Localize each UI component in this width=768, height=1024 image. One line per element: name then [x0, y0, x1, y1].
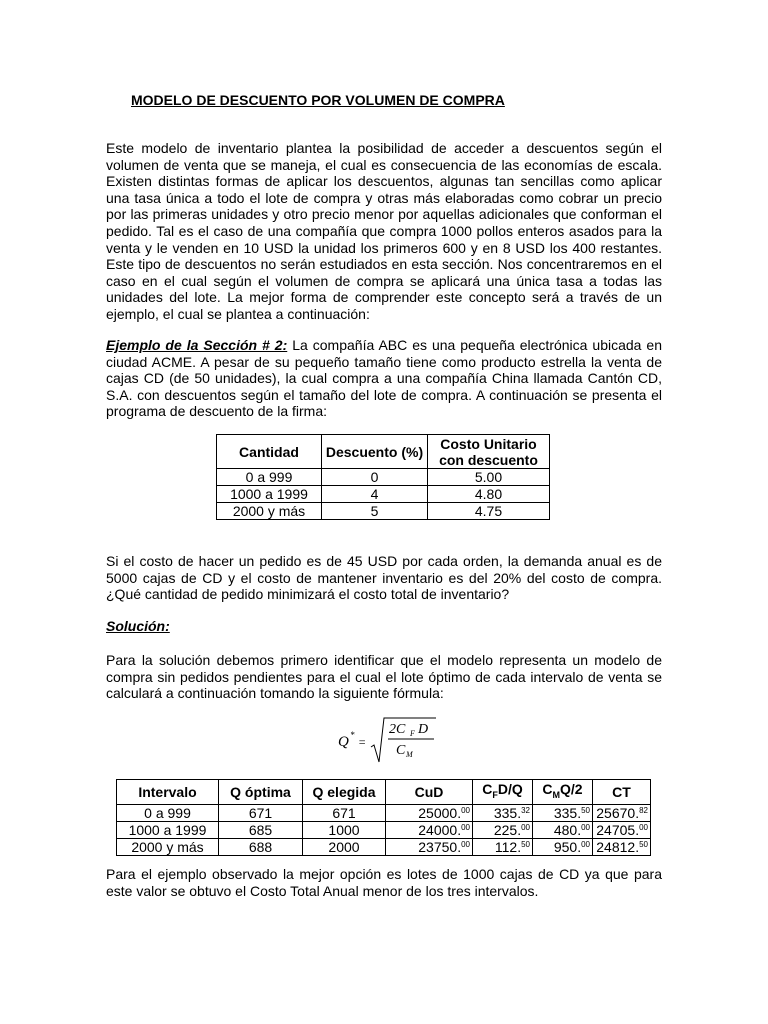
- formula-denominator: C: [396, 743, 406, 758]
- col-header-ct: CT: [593, 780, 651, 805]
- table-cell: 4.75: [428, 503, 550, 520]
- results-table: [116, 779, 651, 856]
- formula-star: *: [350, 730, 355, 740]
- table-cell: 5: [322, 503, 428, 520]
- cell-dec: 00: [461, 805, 470, 815]
- discount-table-header: [217, 435, 550, 469]
- cell-int: 335.: [493, 804, 522, 821]
- example-paragraph: [106, 337, 662, 420]
- table-row: [117, 821, 651, 838]
- col-header-descuento: Descuento (%): [322, 435, 428, 469]
- cell-int: 335.: [553, 804, 582, 821]
- table-cell: 4: [322, 486, 428, 503]
- cell-int: 25670.: [596, 804, 640, 821]
- col-header-cfdq: [473, 780, 533, 805]
- formula-numerator: 2C: [389, 722, 406, 737]
- table-row: [117, 838, 651, 855]
- table-cell: [593, 821, 651, 838]
- table-cell: 685: [219, 821, 303, 838]
- table-cell: [593, 838, 651, 855]
- table-cell: 4.80: [428, 486, 550, 503]
- conclusion-paragraph: Para el ejemplo observado la mejor opción es lotes de 1000 cajas de CD ya que para este valor se obtuvo el Costo Total Anual menor de los tres intervalos.: [106, 866, 662, 899]
- cell-dec: 00: [581, 822, 590, 832]
- table-cell: 5.00: [428, 469, 550, 486]
- table-cell: 688: [219, 838, 303, 855]
- intro-paragraph: Este modelo de inventario plantea la posibilidad de acceder a descuentos según el volumen de venta que se maneja, el cual es consecuencia de las economías de escala. Existen distintas formas de aplicar los descuentos, algunas tan sencillas como aplicar una tasa única a todo el lote de compra y otras más elaboradas como cobrar un precio por las primeras unidades y otro precio menor por aquellas adicionales que conforman el pedido. Tal es el caso de una compañía que compra 1000 pollos enteros asados para la venta y le venden en 10 USD la unidad los primeros 600 y en 8 USD los 400 restantes. Este tipo de descuentos no serán estudiados en esta sección. Nos concentraremos en el caso en el cual según el volumen de compra se aplicará una única tasa a todas las unidades del lote. La mejor forma de comprender este concepto será a través de un ejemplo, el cual se plantea a continuación:: [106, 140, 662, 322]
- table-row: [117, 804, 651, 821]
- table-cell: [386, 804, 473, 821]
- formula-num-tail: D: [418, 722, 429, 737]
- cfdq-main: C: [482, 781, 493, 797]
- col-header-q-elegida: Q elegida: [303, 780, 386, 805]
- cmq-tail: Q/2: [560, 781, 583, 797]
- cell-int: 480.: [553, 821, 582, 838]
- table-cell: 0 a 999: [217, 469, 322, 486]
- cmq-main: C: [542, 781, 553, 797]
- table-row: [217, 486, 550, 503]
- table-cell: [473, 838, 533, 855]
- table-cell: 1000: [303, 821, 386, 838]
- page-title: MODELO DE DESCUENTO POR VOLUMEN DE COMPRA: [131, 92, 505, 108]
- col-header-intervalo: Intervalo: [117, 780, 219, 805]
- table-cell: 2000: [303, 838, 386, 855]
- col-header-q-optima: Q óptima: [219, 780, 303, 805]
- table-cell: 2000 y más: [217, 503, 322, 520]
- table-cell: 671: [303, 804, 386, 821]
- col-header-costo-unitario: Costo Unitario con descuento: [428, 435, 550, 469]
- formula-q: Q: [338, 734, 349, 750]
- table-cell: [386, 821, 473, 838]
- cell-dec: 00: [521, 822, 530, 832]
- cell-dec: 32: [521, 805, 530, 815]
- table-cell: 671: [219, 804, 303, 821]
- col-header-cmq: [533, 780, 593, 805]
- example-label: Ejemplo de la Sección # 2:: [106, 337, 288, 353]
- cfdq-tail: D/Q: [497, 781, 523, 797]
- cell-dec: 00: [461, 839, 470, 849]
- col-header-cantidad: Cantidad: [217, 435, 322, 469]
- discount-table: [216, 434, 550, 520]
- cell-int: 225.: [493, 821, 522, 838]
- cell-dec: 50: [521, 839, 530, 849]
- table-cell: [386, 838, 473, 855]
- table-cell: [593, 804, 651, 821]
- cmq-sub: M: [552, 789, 561, 800]
- cell-int: 23750.: [418, 838, 462, 855]
- cell-dec: 00: [581, 839, 590, 849]
- table-cell: [473, 804, 533, 821]
- cell-dec: 00: [639, 822, 648, 832]
- results-table-header: [117, 780, 651, 805]
- table-row: [217, 469, 550, 486]
- solution-paragraph: Para la solución debemos primero identificar que el modelo representa un modelo de compra sin pedidos pendientes para el cual el lote óptimo de cada intervalo de venta se calculará a continuación tomando la siguiente fórmula:: [106, 652, 662, 702]
- cell-int: 25000.: [418, 804, 462, 821]
- table-cell: 0: [322, 469, 428, 486]
- table-cell: [533, 838, 593, 855]
- formula-equals: =: [358, 735, 367, 749]
- example-text: La compañía ABC es una pequeña electrónica ubicada en ciudad ACME. A pesar de su pequeño tamaño tiene como producto estrella la venta de cajas CD (de 50 unidades), la cual compra a una compañía China llamada Cantón CD, S.A. con descuentos según el tamaño del lote de compra. A continuación se presenta el programa de descuento de la firma:: [106, 337, 663, 420]
- formula-den-sub: M: [406, 750, 413, 759]
- cell-int: 112.: [494, 838, 522, 855]
- table-cell: 1000 a 1999: [117, 821, 219, 838]
- cfdq-sub: F: [492, 789, 498, 800]
- cell-int: 24812.: [596, 838, 640, 855]
- table-cell: [473, 821, 533, 838]
- table-cell: 1000 a 1999: [217, 486, 322, 503]
- cell-dec: 82: [639, 805, 648, 815]
- col-header-cud: CuD: [386, 780, 473, 805]
- cell-int: 24000.: [418, 821, 462, 838]
- table-cell: [533, 821, 593, 838]
- cell-int: 950.: [553, 838, 582, 855]
- formula-num-sub: F: [410, 729, 415, 738]
- question-paragraph: Si el costo de hacer un pedido es de 45 USD por cada orden, la demanda anual es de 5000 cajas de CD y el costo de mantener inventario es del 20% del costo de compra. ¿Qué cantidad de pedido minimizará el costo total de inventario?: [106, 553, 662, 603]
- cell-dec: 00: [461, 822, 470, 832]
- table-cell: 2000 y más: [117, 838, 219, 855]
- cell-dec: 50: [581, 805, 590, 815]
- cell-dec: 50: [639, 839, 648, 849]
- solution-heading: Solución:: [106, 618, 170, 634]
- table-cell: 0 a 999: [117, 804, 219, 821]
- table-cell: [533, 804, 593, 821]
- table-row: [217, 503, 550, 520]
- cell-int: 24705.: [596, 821, 640, 838]
- eoq-formula: [338, 716, 438, 764]
